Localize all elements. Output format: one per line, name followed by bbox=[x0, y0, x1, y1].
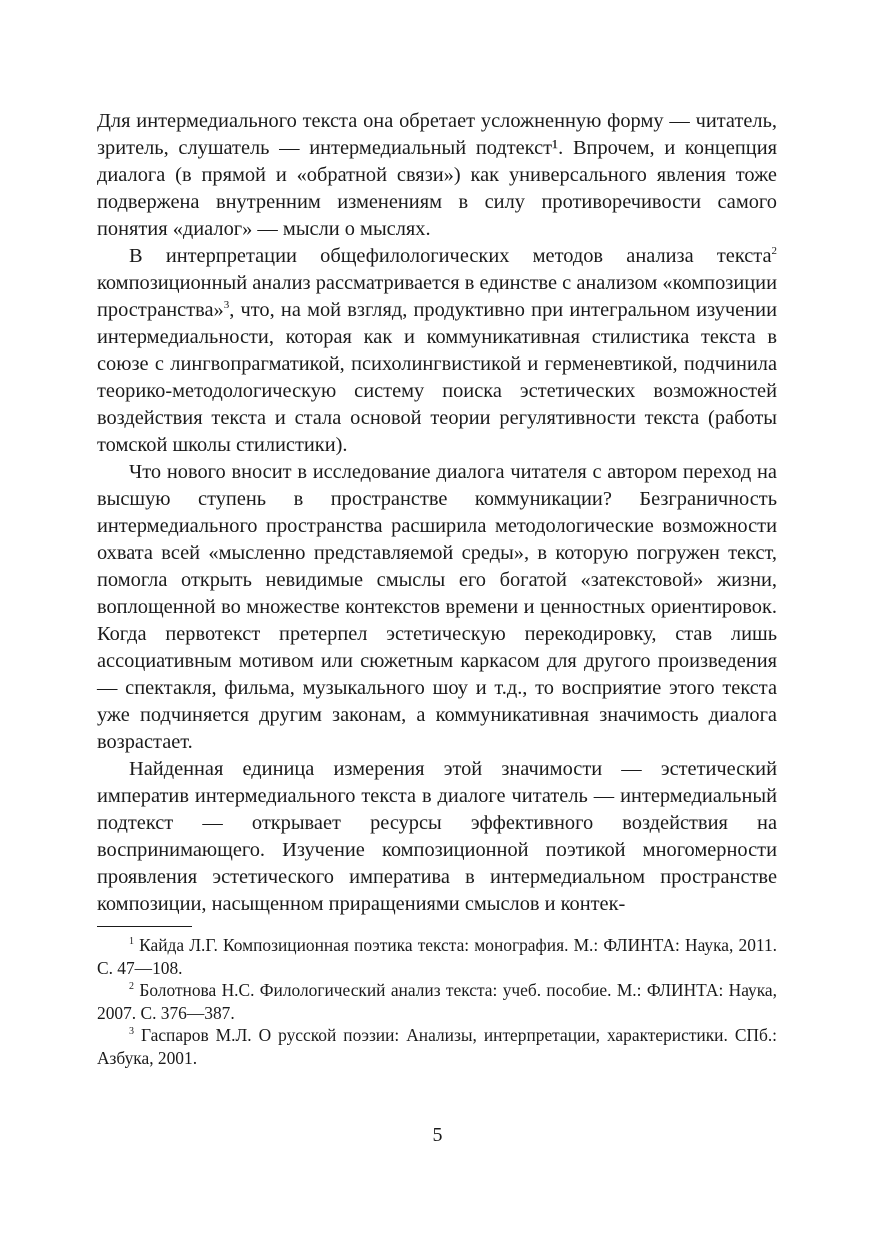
footnote-3-text: Гаспаров М.Л. О русской поэзии: Анализы, интерпретации, характеристики. СПб.: Азбука, 2001. bbox=[97, 1025, 777, 1068]
footnote-2-number: 2 bbox=[129, 981, 134, 993]
footnote-ref-2: 2 bbox=[771, 245, 777, 258]
paragraph-2-part-a: В интерпретации общефилологических методов анализа текста bbox=[129, 245, 772, 267]
paragraph-3: Что нового вносит в исследование диалога читателя с автором переход на высшую ступень в пространстве коммуникации? Безграничность интермедиального пространства расширила методологические возможности охвата всей «мысленно представляемой среды», в которую погружен текст, помогла открыть невидимые смыслы его богатой «затекстовой» жизни, воплощенной во множестве контекстов времени и ценностных ориентировок. Когда первотекст претерпел эстетическую перекодировку, став лишь ассоциативным мотивом или сюжетным каркасом для другого произведения — спектакля, фильма, музыкального шоу и т.д., то восприятие этого текста уже подчиняется другим законам, а коммуникативная значимость диалога возрастает. bbox=[97, 461, 777, 753]
footnote-2-text: Болотнова Н.С. Филологический анализ текста: учеб. пособие. М.: ФЛИНТА: Наука, 2007. С. 376—387. bbox=[97, 980, 777, 1023]
paragraph-2-part-c: , что, на мой взгляд, продуктивно при интегральном изучении интермедиальности, которая как и коммуникативная стилистика текста в союзе с лингвопрагматикой, психолингвистикой и герменевтикой, подчинила теорико-методологическую систему поиска эстетических возможностей воздействия текста и стала основой теории регулятивности текста (работы томской школы стилистики). bbox=[97, 299, 777, 456]
footnote-3 bbox=[97, 1024, 777, 1069]
paragraph-2-part-b: композиционный анализ рассматривается в единстве с анализом «композиции пространства» bbox=[97, 272, 777, 321]
footnote-3-number: 3 bbox=[129, 1026, 134, 1038]
footnote-1-text: Кайда Л.Г. Композиционная поэтика текста: монография. М.: ФЛИНТА: Наука, 2011. С. 47—108. bbox=[97, 935, 777, 978]
footnote-1 bbox=[97, 934, 777, 979]
footnote-1-number: 1 bbox=[129, 936, 134, 948]
footnote-divider bbox=[97, 926, 192, 927]
footnotes bbox=[97, 934, 777, 1069]
paragraph-4: Найденная единица измерения этой значимости — эстетический императив интермедиального текста в диалоге читатель — интермедиальный подтекст — открывает ресурсы эффективного воздействия на воспринимающего. Изучение композиционной поэтикой многомерности проявления эстетического императива в интермедиальном пространстве композиции, насыщенном приращениями смыслов и контек- bbox=[97, 758, 777, 915]
paragraph-1: Для интермедиального текста она обретает усложненную форму — читатель, зритель, слушатель — интермедиальный подтекст¹. Впрочем, и концепция диалога (в прямой и «обратной связи») как универсального явления тоже подвержена внутренним изменениям в силу противоречивости самого понятия «диалог» — мысли о мыслях. bbox=[97, 110, 777, 240]
page-content bbox=[97, 108, 777, 1069]
footnote-2 bbox=[97, 979, 777, 1024]
body-text bbox=[97, 108, 777, 918]
paragraph-2 bbox=[97, 243, 777, 459]
footnote-ref-3: 3 bbox=[223, 299, 230, 312]
page-number: 5 bbox=[432, 1124, 443, 1146]
